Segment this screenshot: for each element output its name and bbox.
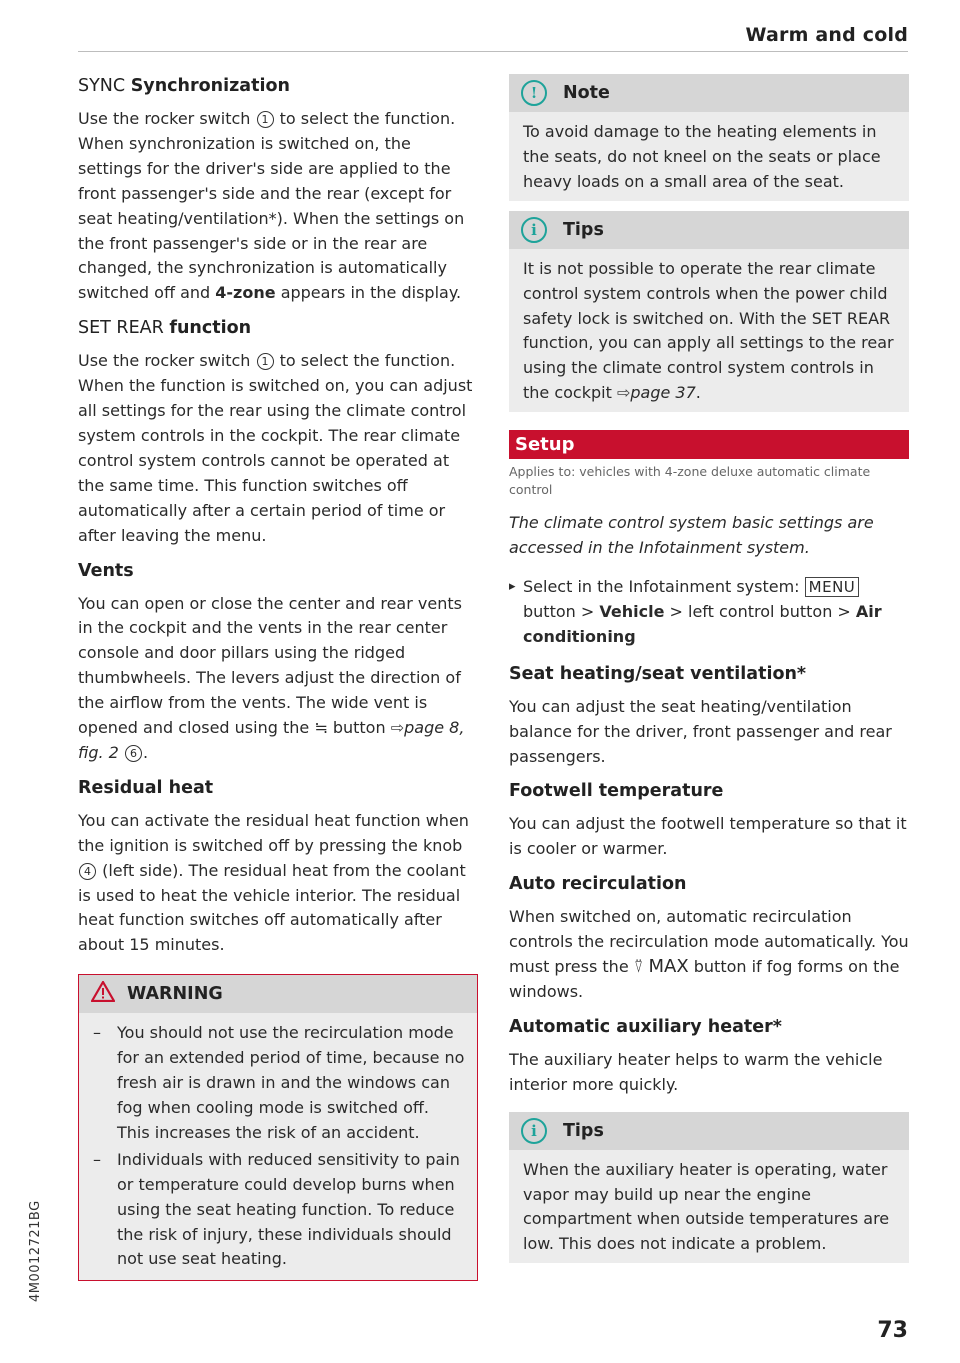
- tips-title: Tips: [563, 1120, 604, 1141]
- aux-heater-heading: Automatic auxiliary heater*: [509, 1016, 782, 1037]
- setup-section-bar: [509, 430, 909, 459]
- sync-text-b: to select the function. When synchronization is switched on, the settings for the driver's side are applied to the front passenger's side and the rear (except for seat heating/ventilation*). When the settings on the front passenger's side or in the rear are changed, the synchronization is automatically switched off and: [78, 109, 465, 303]
- note-box: [509, 74, 909, 201]
- footwell-paragraph: You can adjust the footwell temperature so that it is cooler or warmer.: [509, 814, 907, 859]
- sync-heading: [78, 74, 478, 99]
- vents-paragraph: [78, 592, 478, 766]
- sync-heading-title: Synchronization: [130, 76, 290, 96]
- vents-text-b: button: [332, 718, 386, 738]
- callout-marker: 4: [79, 863, 96, 880]
- set-rear-heading: [78, 316, 478, 341]
- tips-box: [509, 1112, 909, 1264]
- info-icon: i: [521, 217, 547, 243]
- tips-header: [509, 211, 909, 249]
- page-reference-link[interactable]: page 37: [630, 383, 696, 403]
- warning-title: WARNING: [127, 984, 223, 1005]
- callout-marker: 6: [125, 745, 142, 762]
- sync-text-a: Use the rocker switch: [78, 109, 251, 128]
- max-label: MAX: [648, 956, 689, 978]
- warning-item: – You should not use the recirculation mode for an extended period of time, because no fresh air is drawn in and the windows can fog when cooling mode is switched off. This increases the risk of an accident.: [91, 1021, 465, 1146]
- seat-heading: Seat heating/seat ventilation*: [509, 663, 807, 684]
- document-code: 4M0012721BG: [28, 1200, 43, 1302]
- exclamation-icon: !: [521, 80, 547, 106]
- sync-heading-prefix: SYNC: [78, 76, 126, 96]
- wide-vent-icon: ≒: [314, 718, 328, 738]
- auto-recirc-paragraph: When switched on, automatic recirculation controls the recirculation mode automatically. You must press the ⍢ MAX button if fog forms on the windows.: [509, 907, 909, 1001]
- residual-heading: Residual heat: [78, 777, 214, 798]
- defrost-icon: ⍢: [633, 957, 644, 977]
- residual-text-a: You can activate the residual heat function when the ignition is switched off by pressing the knob: [78, 810, 469, 855]
- left-column: [78, 74, 478, 1291]
- residual-text-b: (left side). The residual heat from the coolant is used to heat the vehicle interior. The residual heat function switches off automatically after about 15 minutes.: [78, 860, 466, 955]
- sync-text-c: appears in the display.: [280, 283, 462, 303]
- callout-marker: 1: [257, 111, 274, 128]
- note-title: Note: [563, 83, 610, 103]
- right-column: [509, 74, 909, 1273]
- info-icon: i: [521, 1118, 547, 1144]
- page-number: 73: [877, 1318, 908, 1343]
- callout-marker: 1: [257, 353, 274, 370]
- warning-item: – Individuals with reduced sensitivity to pain or temperature could develop burns when using the seat heating function. To reduce the risk of injury, these individuals should not use seat heating.: [91, 1148, 465, 1273]
- tips-text: When the auxiliary heater is operating, water vapor may build up near the engine compartment when outside temperatures are low. This does not indicate a problem.: [523, 1159, 890, 1254]
- tips-text: It is not possible to operate the rear climate control system controls when the power child safety lock is switched on. With the SET REAR function, you can apply all settings to the rear using the climate control system controls in the cockpit ⇨page 37.: [523, 258, 894, 403]
- vents-period: .: [142, 742, 149, 762]
- warning-header: [79, 975, 477, 1013]
- warning-body: [79, 1013, 477, 1280]
- residual-paragraph: [78, 809, 478, 958]
- menu-path-air-conditioning: Air conditioning: [523, 601, 882, 646]
- seat-paragraph: You can adjust the seat heating/ventilation balance for the driver, front passenger and rear passengers.: [509, 696, 892, 766]
- note-text: To avoid damage to the heating elements in the seats, do not kneel on the seats or place heavy loads on a small area of the seat.: [523, 122, 881, 191]
- set-rear-text-b: to select the function. When the function is switched on, you can adjust all settings for the rear using the climate control system controls in the cockpit. The rear climate control system controls cannot be operated at the same time. This function switches off automatically after a certain period of time or after leaving the menu.: [78, 351, 473, 545]
- warning-list: [91, 1021, 465, 1272]
- tips-box: [509, 211, 909, 412]
- setup-step: ▸ Select in the Infotainment system: MENU button > Vehicle > left control button > Air conditioning: [509, 575, 909, 650]
- note-header: [509, 74, 909, 112]
- footwell-heading: Footwell temperature: [509, 781, 724, 802]
- sync-bold-term: 4-zone: [215, 283, 276, 303]
- vents-heading: Vents: [78, 560, 134, 581]
- menu-path-vehicle: Vehicle: [599, 601, 665, 621]
- tips-title: Tips: [563, 219, 604, 240]
- header-divider: [78, 51, 908, 52]
- set-rear-text-a: Use the rocker switch: [78, 351, 251, 371]
- tips-header: [509, 1112, 909, 1150]
- set-rear-paragraph: [78, 349, 478, 548]
- reference-arrow-icon: ⇨: [390, 718, 405, 738]
- reference-arrow-icon: ⇨: [616, 383, 631, 403]
- setup-intro: The climate control system basic settings are accessed in the Infotainment system.: [509, 513, 874, 558]
- setup-title: Setup: [515, 434, 575, 456]
- note-body: [509, 112, 909, 201]
- tips-body: [509, 249, 909, 412]
- set-rear-heading-prefix: SET REAR: [78, 318, 164, 339]
- menu-key-label: MENU: [805, 577, 860, 597]
- auto-recirc-heading: Auto recirculation: [509, 874, 687, 895]
- tips-body: [509, 1150, 909, 1264]
- warning-triangle-icon: [91, 981, 115, 1007]
- sync-paragraph: [78, 107, 478, 306]
- vents-text-a: You can open or close the center and rear vents in the cockpit and the vents in the rear center console and door pillars using the ridged thumbwheels. The levers adjust the direction of the airflow from the vents. The wide vent is opened and closed using the: [78, 593, 462, 738]
- page-reference-link[interactable]: page 8, fig. 2: [78, 718, 465, 762]
- set-rear-heading-title: function: [169, 318, 252, 339]
- warning-box: [78, 974, 478, 1281]
- aux-heater-paragraph: The auxiliary heater helps to warm the vehicle interior more quickly.: [509, 1049, 883, 1094]
- page-section-title: Warm and cold: [745, 24, 908, 46]
- applies-to-note: Applies to: vehicles with 4-zone deluxe automatic climate control: [509, 464, 871, 498]
